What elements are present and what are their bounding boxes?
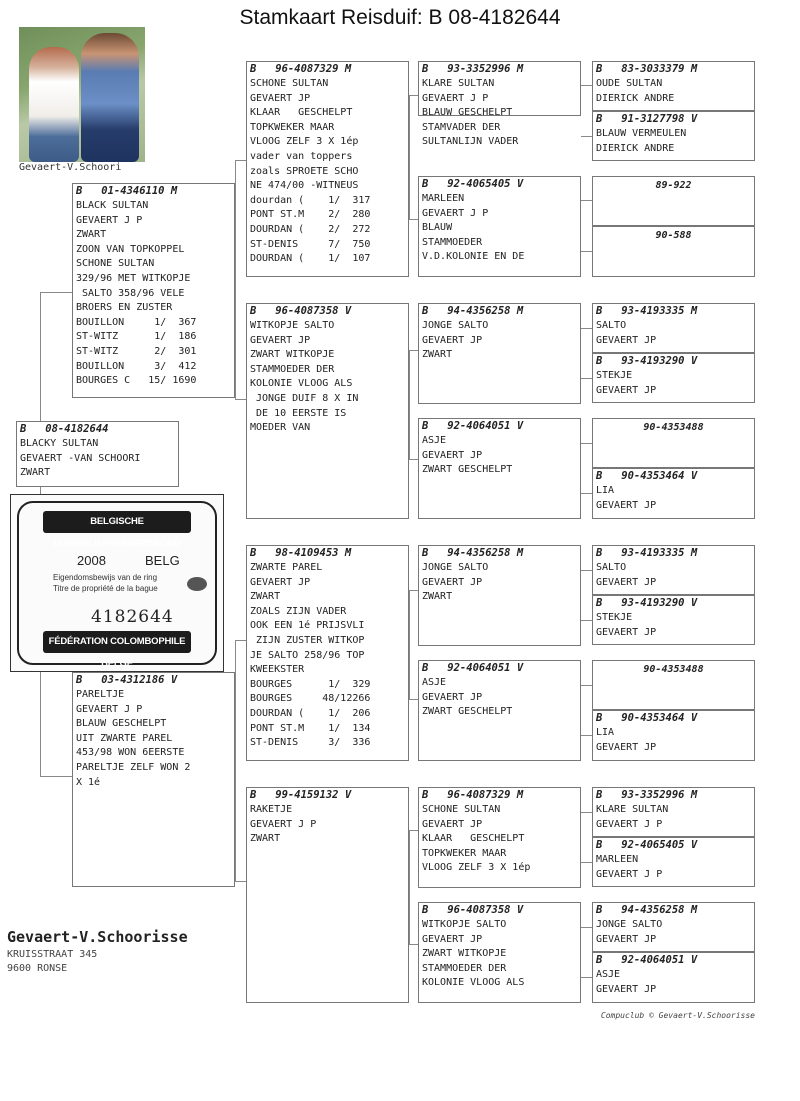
ring-number: B 03-4312186 V bbox=[76, 674, 178, 686]
pedigree-text-line: ZWART bbox=[422, 349, 453, 361]
pedigree-text-line: KOLONIE VLOOG ALS bbox=[250, 378, 353, 390]
pedigree-text-line: NE 474/00 -WITNEUS bbox=[250, 180, 359, 192]
pedigree-text-line: BLACK SULTAN bbox=[76, 200, 149, 211]
pedigree-connector bbox=[235, 640, 246, 641]
ring-number: B 93-4193290 V bbox=[596, 597, 698, 609]
ring-number: B 92-4065405 V bbox=[596, 839, 698, 851]
pedigree-connector bbox=[409, 219, 418, 220]
pedigree-text-line: ASJE bbox=[422, 435, 447, 446]
pedigree-text-line: DOURDAN ( 1/ 206 bbox=[250, 707, 371, 719]
pedigree-text-line: BLACKY SULTAN bbox=[20, 438, 99, 449]
pedigree-connector bbox=[581, 443, 592, 444]
ring-number: B 93-4193335 M bbox=[596, 547, 698, 559]
pedigree-text-line: JE SALTO 258/96 TOP bbox=[250, 649, 365, 661]
pedigree-text-line: ZWART bbox=[76, 229, 107, 241]
pedigree-text-line: KLARE SULTAN bbox=[422, 78, 495, 89]
pedigree-text-line: V.D.KOLONIE EN DE bbox=[422, 251, 525, 263]
pedigree-text-line: ZWART WITKOPJE bbox=[422, 948, 507, 960]
ring-number: B 92-4064051 V bbox=[422, 662, 524, 674]
pedigree-text-line: DOURDAN ( 2/ 272 bbox=[250, 223, 371, 235]
pedigree-text-line: SCHONE SULTAN bbox=[422, 804, 501, 815]
ring-number: B 92-4065405 V bbox=[422, 178, 524, 190]
pedigree-text-line: GEVAERT JP bbox=[422, 933, 483, 945]
pedigree-text-line: PONT ST.M 2/ 280 bbox=[250, 209, 371, 221]
pedigree-text-line: ASJE bbox=[596, 969, 621, 980]
pedigree-text-line: GEVAERT -VAN SCHOORI bbox=[20, 452, 141, 464]
ring-number: B 90-4353464 V bbox=[596, 470, 698, 482]
pedigree-connector bbox=[40, 292, 74, 293]
pedigree-text-line: GEVAERT JP bbox=[422, 334, 483, 346]
ring-number: B 96-4087329 M bbox=[422, 789, 524, 801]
pedigree-text-line: BROERS EN ZUSTER bbox=[76, 302, 173, 314]
pedigree-connector bbox=[581, 136, 592, 137]
pedigree-connector bbox=[409, 350, 410, 460]
pedigree-text-line: TOPKWEKER MAAR bbox=[422, 847, 507, 859]
great-great-grandparent-box bbox=[592, 303, 755, 353]
great-great-grandparent-box bbox=[592, 595, 755, 645]
pedigree-connector bbox=[581, 493, 592, 494]
great-grandparent-box bbox=[418, 787, 581, 888]
pedigree-text-line: WITKOPJE SALTO bbox=[422, 919, 507, 930]
pedigree-text-line: GEVAERT J P bbox=[76, 214, 143, 226]
grandparent-box bbox=[246, 787, 409, 1003]
ring-number: 90-4353488 bbox=[643, 422, 704, 433]
ring-number: B 94-4356258 M bbox=[596, 904, 698, 916]
pedigree-text-line: JONGE SALTO bbox=[596, 919, 663, 930]
ring-number: B 96-4087358 V bbox=[422, 904, 524, 916]
pedigree-text-line: GEVAERT J P bbox=[596, 868, 663, 880]
pedigree-connector bbox=[40, 292, 41, 422]
pedigree-text-line: JONGE DUIF 8 X IN bbox=[250, 392, 359, 404]
great-great-grandparent-box bbox=[592, 837, 755, 887]
pedigree-text-line: GEVAERT JP bbox=[250, 334, 311, 346]
pedigree-text-line: BOURGES 1/ 329 bbox=[250, 678, 371, 690]
pedigree-text-line: ZWART WITKOPJE bbox=[250, 349, 335, 361]
pedigree-text-line: GEVAERT JP bbox=[596, 933, 657, 945]
pedigree-text-line: KLAAR GESCHELPT bbox=[250, 107, 353, 119]
great-great-grandparent-box bbox=[592, 902, 755, 952]
pedigree-text-line: GEVAERT JP bbox=[596, 741, 657, 753]
ring-number: B 94-4356258 M bbox=[422, 305, 524, 317]
ring-number: B 94-4356258 M bbox=[422, 547, 524, 559]
great-great-grandparent-box bbox=[592, 353, 755, 403]
pedigree-text-line: ST-WITZ 1/ 186 bbox=[76, 331, 197, 343]
card-year: 2008 bbox=[77, 553, 106, 568]
grandparent-box bbox=[246, 61, 409, 277]
pedigree-connector bbox=[581, 927, 592, 928]
pedigree-text-line: KLARE SULTAN bbox=[596, 804, 669, 815]
page-title: Stamkaart Reisduif: B 08-4182644 bbox=[239, 6, 561, 29]
pedigree-text-line: SALTO bbox=[596, 320, 627, 331]
seal-icon bbox=[187, 577, 207, 591]
pedigree-text-line: SALTO 358/96 VELE bbox=[76, 287, 185, 299]
card-frame bbox=[17, 501, 217, 669]
pedigree-connector bbox=[235, 640, 236, 882]
pedigree-text-line: ZOON VAN TOPKOPPEL bbox=[76, 243, 185, 255]
ring-number: B 93-3352996 M bbox=[596, 789, 698, 801]
ring-number: 89-922 bbox=[655, 180, 692, 191]
pedigree-text-line: STEKJE bbox=[596, 612, 633, 623]
pedigree-connector bbox=[235, 160, 246, 161]
pedigree-text-line: X 1é bbox=[76, 776, 101, 788]
card-ring-number: 4182644 bbox=[91, 607, 174, 627]
card-org-bottom: FÉDÉRATION COLOMBOPHILE BELGE bbox=[43, 631, 191, 653]
pedigree-connector bbox=[581, 378, 592, 379]
pedigree-connector bbox=[581, 85, 592, 86]
pedigree-text-line: PONT ST.M 1/ 134 bbox=[250, 722, 371, 734]
pedigree-text-line: OUDE SULTAN bbox=[596, 78, 663, 89]
pedigree-text-line: BLAUW GESCHELPT bbox=[76, 718, 167, 730]
card-country: BELG bbox=[145, 553, 180, 568]
pedigree-text-line: STAMVADER DER bbox=[422, 121, 501, 133]
pedigree-text-line: PARELTJE ZELF WON 2 bbox=[76, 761, 191, 773]
pedigree-text-line: LIA bbox=[596, 727, 615, 738]
pedigree-text-line: zoals SPROETE SCHO bbox=[250, 165, 359, 177]
ring-number: B 90-4353464 V bbox=[596, 712, 698, 724]
pedigree-connector bbox=[409, 590, 418, 591]
pedigree-text-line: BOUILLON 3/ 412 bbox=[76, 360, 197, 372]
ring-number: B 99-4159132 V bbox=[250, 789, 352, 801]
pedigree-text-line: SULTANLIJN VADER bbox=[422, 136, 519, 148]
pedigree-text-line: STAMMOEDER DER bbox=[422, 962, 507, 974]
great-great-grandparent-box bbox=[592, 952, 755, 1003]
pedigree-text-line: BOURGES C 15/ 1690 bbox=[76, 375, 197, 387]
pedigree-connector bbox=[581, 685, 592, 686]
pedigree-text-line: GEVAERT J P bbox=[422, 92, 489, 104]
ring-number: B 96-4087329 M bbox=[250, 63, 352, 75]
pedigree-text-line: GEVAERT JP bbox=[596, 576, 657, 588]
great-grandparent-box bbox=[418, 176, 581, 277]
pedigree-text-line: GEVAERT JP bbox=[596, 499, 657, 511]
card-org-top: BELGISCHE DUIVENLIEFHEBBERSBOND bbox=[43, 511, 191, 533]
pedigree-connector bbox=[581, 328, 592, 329]
pedigree-text-line: STEKJE bbox=[596, 370, 633, 381]
ring-number: B 93-4193335 M bbox=[596, 305, 698, 317]
pedigree-text-line: STAMMOEDER DER bbox=[250, 363, 335, 375]
ring-number: 90-588 bbox=[655, 230, 692, 241]
pedigree-text-line: ZOALS ZIJN VADER bbox=[250, 605, 347, 617]
pedigree-text-line: ZWART bbox=[422, 591, 453, 603]
pedigree-text-line: LIA bbox=[596, 485, 615, 496]
ring-number: B 01-4346110 M bbox=[76, 185, 178, 197]
pedigree-connector bbox=[409, 830, 418, 831]
pedigree-text-line: ZIJN ZUSTER WITKOP bbox=[250, 634, 365, 646]
pedigree-connector bbox=[581, 251, 592, 252]
pedigree-text-line: RAKETJE bbox=[250, 804, 293, 815]
pedigree-text-line: BLAUW bbox=[422, 222, 453, 234]
pedigree-connector bbox=[409, 590, 410, 700]
pedigree-connector bbox=[581, 620, 592, 621]
pedigree-text-line: GEVAERT J P bbox=[596, 818, 663, 830]
pedigree-connector bbox=[581, 735, 592, 736]
great-great-grandparent-box bbox=[592, 226, 755, 277]
ring-number: B 91-3127798 V bbox=[596, 113, 698, 125]
pedigree-text-line: STAMMOEDER bbox=[422, 236, 483, 248]
pedigree-text-line: ZWART bbox=[20, 467, 51, 479]
pedigree-text-line: MOEDER VAN bbox=[250, 422, 311, 434]
great-great-grandparent-box bbox=[592, 468, 755, 519]
pedigree-text-line: dourdan ( 1/ 317 bbox=[250, 194, 371, 206]
pedigree-text-line: JONGE SALTO bbox=[422, 562, 489, 573]
great-great-grandparent-box bbox=[592, 660, 755, 710]
great-grandparent-box bbox=[418, 418, 581, 519]
pedigree-connector bbox=[581, 812, 592, 813]
pedigree-connector bbox=[581, 977, 592, 978]
ring-number: B 92-4064051 V bbox=[422, 420, 524, 432]
pedigree-text-line: GEVAERT JP bbox=[596, 384, 657, 396]
pedigree-text-line: BLAUW VERMEULEN bbox=[596, 128, 687, 139]
great-great-grandparent-box bbox=[592, 710, 755, 761]
grandparent-box bbox=[246, 545, 409, 761]
photo-caption: Gevaert-V.Schoori bbox=[19, 162, 122, 173]
subject-pigeon-box bbox=[16, 421, 179, 487]
pedigree-text-line: ZWART GESCHELPT bbox=[422, 706, 513, 718]
pedigree-connector bbox=[40, 776, 74, 777]
great-grandparent-box bbox=[418, 902, 581, 1003]
ring-number: B 83-3033379 M bbox=[596, 63, 698, 75]
great-grandparent-box bbox=[418, 303, 581, 404]
father-box bbox=[72, 183, 235, 398]
pedigree-text-line: GEVAERT JP bbox=[596, 983, 657, 995]
owner-city: 9600 RONSE bbox=[7, 963, 68, 974]
mother-box bbox=[72, 672, 235, 887]
pedigree-text-line: DIERICK ANDRE bbox=[596, 92, 675, 104]
pedigree-text-line: KLAAR GESCHELPT bbox=[422, 833, 525, 845]
pedigree-text-line: DOURDAN ( 1/ 107 bbox=[250, 253, 371, 265]
footer-credit: Compuclub © Gevaert-V.Schoorisse bbox=[600, 1011, 755, 1020]
person-figure bbox=[81, 33, 139, 162]
great-great-grandparent-box bbox=[592, 545, 755, 595]
pedigree-text-line: GEVAERT JP bbox=[596, 626, 657, 638]
pedigree-text-line: GEVAERT JP bbox=[250, 576, 311, 588]
pedigree-text-line: GEVAERT JP bbox=[422, 818, 483, 830]
pedigree-text-line: BLAUW GESCHELPT bbox=[422, 107, 513, 119]
ring-number: B 93-3352996 M bbox=[422, 63, 524, 75]
card-ownership-fr: Titre de propriété de la bague bbox=[53, 584, 158, 593]
great-grandparent-box bbox=[418, 660, 581, 761]
owner-photo bbox=[19, 27, 145, 162]
pedigree-text-line: BOUILLON 1/ 367 bbox=[76, 316, 197, 328]
pedigree-text-line: BOURGES 48/12266 bbox=[250, 693, 371, 705]
pedigree-text-line: ST-DENIS 7/ 750 bbox=[250, 238, 371, 250]
pedigree-text-line: WITKOPJE SALTO bbox=[250, 320, 335, 331]
ring-number: B 93-4193290 V bbox=[596, 355, 698, 367]
ring-number: B 08-4182644 bbox=[20, 423, 109, 435]
owner-name: Gevaert-V.Schoorisse bbox=[7, 928, 188, 946]
ring-number: 90-4353488 bbox=[643, 664, 704, 675]
pedigree-connector bbox=[409, 350, 418, 351]
pedigree-connector bbox=[409, 459, 418, 460]
pedigree-text-line: MARLEEN bbox=[596, 854, 639, 865]
pedigree-text-line: OOK EEN 1é PRIJSVLI bbox=[250, 620, 365, 632]
pedigree-connector bbox=[581, 862, 592, 863]
great-great-grandparent-box bbox=[592, 418, 755, 468]
pedigree-text-line: GEVAERT J P bbox=[250, 818, 317, 830]
pedigree-text-line: ASJE bbox=[422, 677, 447, 688]
great-grandparent-box bbox=[418, 545, 581, 646]
pedigree-text-line: JONGE SALTO bbox=[422, 320, 489, 331]
pedigree-text-line: DE 10 EERSTE IS bbox=[250, 407, 347, 419]
pedigree-text-line: ZWART bbox=[250, 591, 281, 603]
pedigree-connector bbox=[409, 830, 410, 945]
pedigree-connector bbox=[235, 160, 236, 400]
pedigree-text-line: ZWARTE PAREL bbox=[250, 562, 323, 573]
ring-number: B 96-4087358 V bbox=[250, 305, 352, 317]
great-great-grandparent-box bbox=[592, 787, 755, 837]
pedigree-text-line: GEVAERT JP bbox=[422, 691, 483, 703]
pedigree-text-line: VLOOG ZELF 3 X 1ép bbox=[250, 136, 359, 148]
ownership-card bbox=[10, 494, 224, 672]
person-figure bbox=[29, 47, 79, 162]
pedigree-text-line: SCHONE SULTAN bbox=[76, 258, 155, 270]
pedigree-connector bbox=[235, 881, 246, 882]
pedigree-connector bbox=[409, 699, 418, 700]
pedigree-connector bbox=[581, 200, 592, 201]
pedigree-text-line: PARELTJE bbox=[76, 689, 125, 700]
great-great-grandparent-box bbox=[592, 61, 755, 111]
pedigree-connector bbox=[581, 570, 592, 571]
pedigree-connector bbox=[409, 944, 418, 945]
pedigree-text-line: GEVAERT JP bbox=[596, 334, 657, 346]
pedigree-text-line: vader van toppers bbox=[250, 150, 353, 162]
ring-number: B 92-4064051 V bbox=[596, 954, 698, 966]
ring-number: B 98-4109453 M bbox=[250, 547, 352, 559]
pedigree-text-line: KOLONIE VLOOG ALS bbox=[422, 977, 525, 989]
pedigree-text-line: GEVAERT JP bbox=[422, 449, 483, 461]
pedigree-text-line: GEVAERT J P bbox=[76, 703, 143, 715]
pedigree-text-line: ZWART GESCHELPT bbox=[422, 464, 513, 476]
pedigree-text-line: 329/96 MET WITKOPJE bbox=[76, 272, 191, 284]
pedigree-connector bbox=[409, 95, 410, 220]
pedigree-text-line: SCHONE SULTAN bbox=[250, 78, 329, 89]
pedigree-text-line: UIT ZWARTE PAREL bbox=[76, 732, 173, 744]
pedigree-text-line: GEVAERT J P bbox=[422, 207, 489, 219]
pedigree-text-line: ZWART bbox=[250, 833, 281, 845]
pedigree-text-line: ST-DENIS 3/ 336 bbox=[250, 737, 371, 749]
pedigree-connector bbox=[409, 95, 418, 96]
pedigree-text-line: TOPKWEKER MAAR bbox=[250, 121, 335, 133]
grandparent-box bbox=[246, 303, 409, 519]
pedigree-text-line: VLOOG ZELF 3 X 1ép bbox=[422, 862, 531, 874]
great-great-grandparent-box bbox=[592, 176, 755, 226]
great-great-grandparent-box bbox=[592, 111, 755, 161]
pedigree-text-line: ST-WITZ 2/ 301 bbox=[76, 345, 197, 357]
pedigree-text-line: MARLEEN bbox=[422, 193, 465, 204]
great-grandparent-box bbox=[418, 61, 581, 148]
pedigree-text-line: GEVAERT JP bbox=[422, 576, 483, 588]
card-ownership-nl: Eigendomsbewijs van de ring bbox=[53, 573, 158, 582]
owner-address: KRUISSTRAAT 345 bbox=[7, 949, 98, 960]
pedigree-text-line: 453/98 WON 6EERSTE bbox=[76, 747, 185, 759]
pedigree-text-line: SALTO bbox=[596, 562, 627, 573]
pedigree-connector bbox=[235, 399, 246, 400]
pedigree-text-line: GEVAERT JP bbox=[250, 92, 311, 104]
pedigree-text-line: DIERICK ANDRE bbox=[596, 142, 675, 154]
pedigree-text-line: KWEEKSTER bbox=[250, 664, 305, 676]
